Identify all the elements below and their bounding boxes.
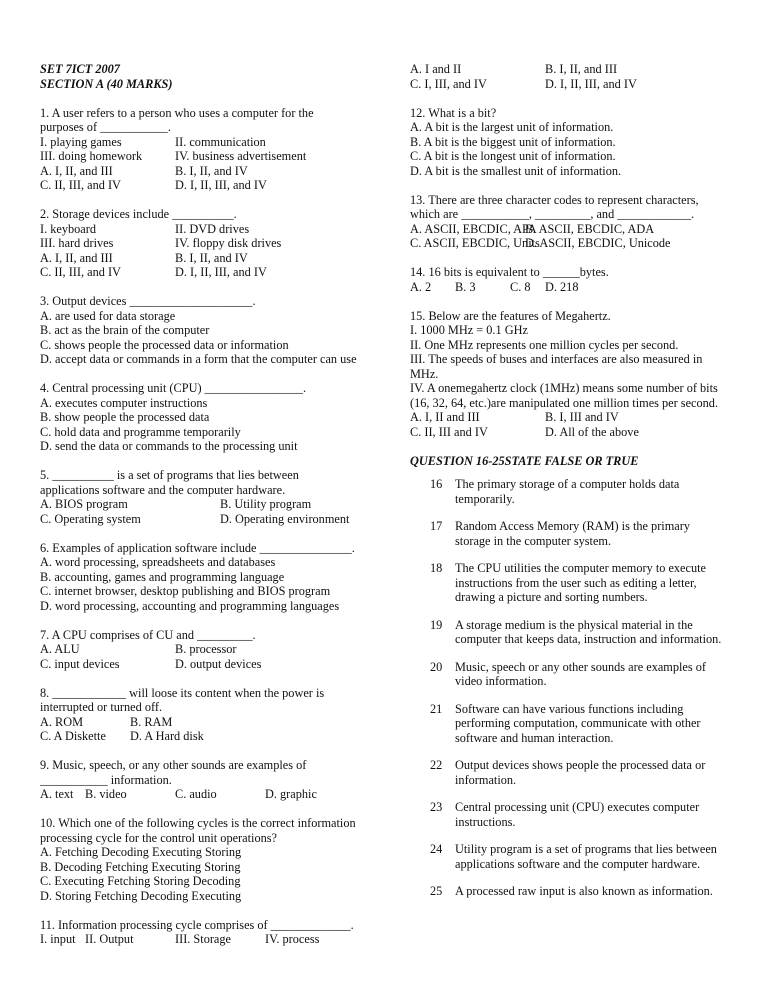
true-false-item	[410, 758, 740, 787]
option: C. ASCII, EBCDIC, Units	[410, 236, 540, 250]
statement-line: drawing a picture and sorting numbers.	[455, 590, 648, 604]
question-stem: 6. Examples of application software include _______________.	[40, 540, 355, 555]
statement-line: computer that keeps data, instruction and information.	[455, 632, 722, 646]
option-row	[40, 729, 390, 744]
item-number: 16	[430, 477, 443, 491]
option-row	[410, 425, 740, 440]
question-stem: 1. A user refers to a person who uses a computer for the	[40, 105, 314, 120]
option-row	[410, 62, 740, 77]
option: C. input devices	[40, 656, 120, 671]
option: D. accept data or commands in a form that the computer can use	[40, 352, 357, 366]
option: A. I and II	[410, 62, 462, 76]
question-block	[40, 207, 390, 280]
option: II. Output	[85, 932, 134, 946]
option: D. I, II, III, and IV	[545, 76, 637, 91]
question-stem: MHz.	[410, 366, 439, 381]
option: A. I, II and III	[410, 410, 480, 424]
option: D. Operating environment	[220, 511, 350, 526]
option-row	[410, 410, 740, 425]
question-block	[40, 294, 390, 367]
question-stem: IV. A onemegahertz clock (1MHz) means some number of bits	[410, 381, 718, 395]
option-row	[40, 512, 390, 527]
option-row	[40, 265, 390, 280]
item-statement	[455, 561, 740, 605]
statement-line: performing computation, communicate with other	[455, 716, 701, 730]
option: C. I, III, and IV	[410, 76, 487, 91]
option: A. are used for data storage	[40, 308, 176, 323]
option-row	[40, 222, 390, 237]
statement-line: storage in the computer system.	[455, 533, 612, 548]
true-false-item	[410, 702, 740, 746]
item-statement	[455, 884, 740, 899]
item-statement	[455, 800, 740, 829]
right-column	[410, 62, 740, 899]
option: A. executes computer instructions	[40, 395, 208, 410]
option: B. ASCII, EBCDIC, ADA	[525, 221, 655, 236]
option-row	[410, 280, 740, 295]
question-stem: 9. Music, speech, or any other sounds are examples of	[40, 758, 307, 772]
item-number: 17	[430, 519, 443, 533]
option: D. I, II, III, and IV	[175, 178, 267, 192]
question-stem: I. 1000 MHz = 0.1 GHz	[410, 323, 528, 337]
true-false-item	[410, 660, 740, 689]
item-number: 23	[430, 800, 443, 814]
option: C. II, III, and IV	[40, 265, 121, 279]
statement-line: instructions from the user such as editing a letter,	[455, 575, 697, 590]
option-row	[40, 642, 390, 657]
true-false-item	[410, 519, 740, 548]
option-row	[40, 236, 390, 251]
option: B. 3	[455, 279, 476, 294]
statement-line: Software can have various functions including	[455, 701, 684, 716]
option: A. 2	[410, 279, 432, 294]
statement-line: A storage medium is the physical material in the	[455, 617, 693, 632]
option-row	[40, 787, 390, 802]
option: C. A Diskette	[40, 729, 106, 743]
statement-line: Output devices shows people the processed data or	[455, 758, 706, 772]
question-stem: 13. There are three character codes to represent characters,	[410, 192, 699, 207]
statement-line: A processed raw input is also known as information.	[455, 884, 713, 898]
option: D. Storing Fetching Decoding Executing	[40, 888, 242, 903]
option: A. I, II, and III	[40, 250, 113, 265]
option-row	[40, 149, 390, 164]
question-block	[40, 106, 390, 193]
question-stem: 7. A CPU comprises of CU and _________.	[40, 627, 256, 642]
option: II. DVD drives	[175, 221, 250, 236]
true-false-item	[410, 618, 740, 647]
question-stem: processing cycle for the control unit operations?	[40, 830, 277, 845]
true-false-item	[410, 842, 740, 871]
item-number: 22	[430, 758, 443, 772]
question-stem: 5. __________ is a set of programs that lies between	[40, 468, 299, 482]
item-statement	[455, 519, 740, 548]
item-statement	[455, 477, 740, 506]
item-number: 19	[430, 617, 443, 632]
question-stem: 12. What is a bit?	[410, 105, 497, 120]
option: A. BIOS program	[40, 497, 128, 511]
option: B. processor	[175, 642, 237, 656]
statement-line: The primary storage of a computer holds data	[455, 477, 680, 491]
statement-line: Music, speech or any other sounds are examples of	[455, 659, 706, 674]
option: A. text	[40, 787, 74, 801]
statement-line: video information.	[455, 674, 547, 688]
option: A. I, II, and III	[40, 163, 113, 178]
question-stem: which are ___________, _________, and ____________.	[410, 207, 695, 221]
option: D. graphic	[265, 787, 317, 801]
option: B. I, II, and IV	[175, 250, 248, 265]
question-stem: applications software and the computer hardware.	[40, 482, 286, 497]
option-row	[40, 932, 390, 947]
item-number: 24	[430, 842, 443, 856]
item-statement	[455, 758, 740, 787]
true-false-heading: QUESTION 16-25STATE FALSE OR TRUE	[410, 453, 639, 468]
question-stem: 11. Information processing cycle comprises of _____________.	[40, 917, 354, 932]
statement-line: information.	[455, 772, 517, 787]
option: C. 8	[510, 279, 531, 294]
question-block	[40, 628, 390, 672]
option: B. Utility program	[220, 497, 312, 511]
option: II. communication	[175, 134, 266, 149]
item-statement	[455, 660, 740, 689]
option: C. hold data and programme temporarily	[40, 424, 241, 439]
true-false-item	[410, 800, 740, 829]
option-row	[40, 251, 390, 266]
option: C. A bit is the longest unit of information.	[410, 149, 616, 163]
question-stem: interrupted or turned off.	[40, 700, 163, 714]
section-title: SECTION A (40 MARKS)	[40, 76, 173, 91]
option-row	[410, 77, 740, 92]
item-number: 20	[430, 659, 443, 674]
question-stem: III. The speeds of buses and interfaces are also measured in	[410, 352, 703, 366]
set-title: SET 7ICT 2007	[40, 62, 120, 76]
question-stem: ___________ information.	[40, 772, 172, 787]
item-statement	[455, 618, 740, 647]
option: III. doing homework	[40, 149, 143, 163]
option: D. A bit is the smallest unit of information.	[410, 163, 622, 178]
option: D. send the data or commands to the processing unit	[40, 439, 298, 453]
question-stem: 14. 16 bits is equivalent to ______bytes.	[410, 265, 609, 279]
statement-line: The CPU utilities the computer memory to execute	[455, 561, 706, 575]
option: I. playing games	[40, 134, 122, 149]
option: D. word processing, accounting and programming languages	[40, 598, 340, 613]
option: B. I, II, and IV	[175, 163, 248, 178]
option: A. word processing, spreadsheets and databases	[40, 555, 276, 569]
question-block	[410, 309, 740, 440]
question-block	[40, 686, 390, 744]
item-statement	[455, 842, 740, 871]
option: B. show people the processed data	[40, 410, 210, 424]
left-column	[40, 62, 390, 947]
option-row	[40, 657, 390, 672]
option: C. internet browser, desktop publishing and BIOS program	[40, 584, 331, 598]
option: B. Decoding Fetching Executing Storing	[40, 859, 241, 874]
statement-line: Central processing unit (CPU) executes computer	[455, 800, 700, 814]
option: C. audio	[175, 787, 217, 801]
option: D. 218	[545, 279, 579, 294]
option: B. act as the brain of the computer	[40, 323, 210, 337]
question-block	[40, 381, 390, 454]
option: D. I, II, III, and IV	[175, 265, 267, 279]
question-stem: 15. Below are the features of Megahertz.	[410, 308, 611, 323]
option: B. I, II, and III	[545, 62, 618, 76]
question-block	[40, 758, 390, 802]
question-block	[40, 468, 390, 526]
option-row	[40, 497, 390, 512]
true-false-item	[410, 477, 740, 506]
option: C. II, III and IV	[410, 424, 488, 439]
option: III. hard drives	[40, 236, 114, 250]
option-row	[40, 135, 390, 150]
option: A. ROM	[40, 714, 84, 729]
question-stem: II. One MHz represents one million cycles per second.	[410, 337, 679, 352]
option: I. keyboard	[40, 221, 96, 236]
option: IV. process	[265, 932, 320, 946]
statement-line: temporarily.	[455, 491, 515, 506]
question-stem: 2. Storage devices include __________.	[40, 207, 237, 221]
option: D. A Hard disk	[130, 729, 204, 743]
option: B. A bit is the biggest unit of information.	[410, 134, 616, 149]
option: IV. floppy disk drives	[175, 236, 282, 250]
option: B. RAM	[130, 714, 173, 729]
option-row	[40, 164, 390, 179]
question-stem: 10. Which one of the following cycles is the correct information	[40, 816, 356, 830]
option-row	[40, 715, 390, 730]
true-false-item	[410, 561, 740, 605]
option: C. Executing Fetching Storing Decoding	[40, 874, 241, 888]
statement-line: applications software and the computer hardware.	[455, 856, 701, 871]
option: C. Operating system	[40, 511, 141, 526]
option: D. output devices	[175, 656, 262, 671]
option: A. ALU	[40, 642, 80, 656]
question-block	[410, 106, 740, 179]
option: III. Storage	[175, 932, 231, 946]
true-false-item	[410, 884, 740, 899]
statement-line: Utility program is a set of programs that lies between	[455, 842, 717, 856]
option: A. ASCII, EBCDIC, APA	[410, 221, 537, 236]
option: C. shows people the processed data or information	[40, 337, 289, 352]
option-row	[410, 222, 740, 237]
item-statement	[455, 702, 740, 746]
item-number: 25	[430, 884, 443, 898]
option: D. ASCII, EBCDIC, Unicode	[525, 236, 671, 250]
option-row	[40, 178, 390, 193]
option: B. accounting, games and programming language	[40, 569, 285, 584]
question-block	[40, 918, 390, 947]
question-block	[410, 193, 740, 251]
item-number: 21	[430, 701, 443, 716]
option: B. I, III and IV	[545, 410, 619, 424]
question-stem: 8. ____________ will loose its content when the power is	[40, 685, 325, 700]
option: D. All of the above	[545, 424, 639, 439]
statement-line: Random Access Memory (RAM) is the primary	[455, 519, 690, 533]
question-stem: (16, 32, 64, etc.)are manipulated one million times per second.	[410, 395, 719, 410]
option-row	[410, 236, 740, 251]
item-number: 18	[430, 561, 443, 575]
option: IV. business advertisement	[175, 149, 307, 163]
option: I. input	[40, 932, 76, 946]
option: A. Fetching Decoding Executing Storing	[40, 845, 242, 859]
question-stem: purposes of ___________.	[40, 120, 171, 134]
option: A. A bit is the largest unit of information.	[410, 120, 614, 134]
question-stem: 3. Output devices ____________________.	[40, 294, 256, 308]
question-block	[40, 541, 390, 614]
question-block	[40, 816, 390, 903]
question-stem: 4. Central processing unit (CPU) ________________.	[40, 381, 307, 395]
statement-line: instructions.	[455, 814, 516, 829]
statement-line: software and human interaction.	[455, 730, 614, 745]
option: B. video	[85, 787, 127, 801]
option: C. II, III, and IV	[40, 178, 121, 192]
question-block	[410, 265, 740, 294]
